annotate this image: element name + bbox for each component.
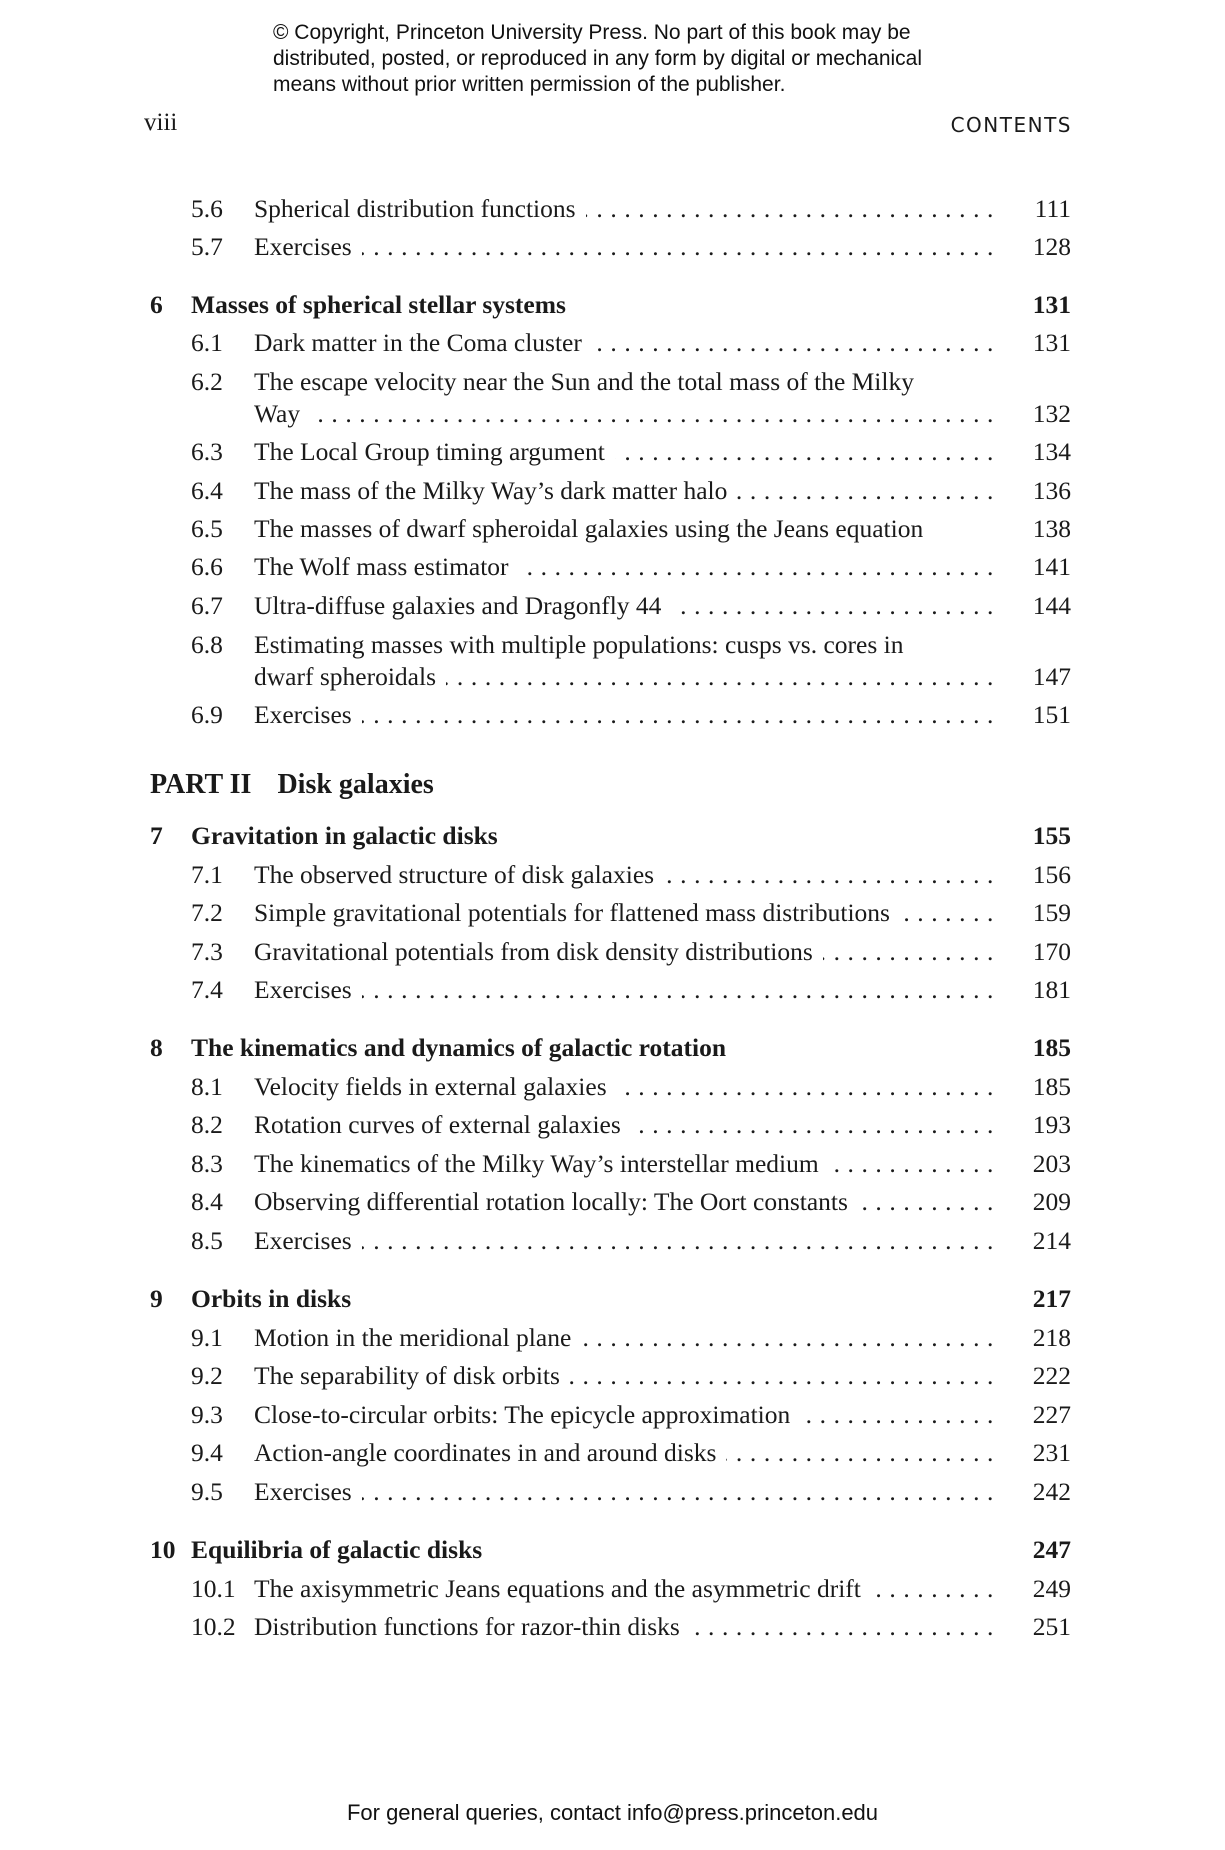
toc-entry[interactable]	[0, 1609, 1225, 1645]
section-number: 6.1	[191, 328, 223, 357]
toc-entry[interactable]	[0, 1107, 1225, 1143]
toc-entry[interactable]	[0, 627, 1225, 663]
toc-entry-continuation[interactable]	[0, 396, 1225, 432]
page-number: 156	[1032, 860, 1071, 889]
chapter-entry[interactable]	[0, 1281, 1225, 1317]
toc-entry[interactable]	[0, 895, 1225, 931]
toc-entry[interactable]	[0, 934, 1225, 970]
toc-entry[interactable]	[0, 325, 1225, 361]
section-number: 6.9	[191, 700, 223, 729]
toc-entry[interactable]	[0, 229, 1225, 265]
section-number: 6.7	[191, 591, 223, 620]
running-head: CONTENTS	[950, 113, 1072, 137]
chapter-entry[interactable]	[0, 1532, 1225, 1568]
section-title: Dark matter in the Coma cluster	[254, 328, 592, 357]
section-title: The masses of dwarf spheroidal galaxies using the Jeans equation	[254, 514, 933, 543]
section-number: 5.6	[191, 194, 223, 223]
chapter-title: Gravitation in galactic disks	[191, 821, 498, 850]
section-number: 9.2	[191, 1361, 223, 1390]
toc-entry[interactable]	[0, 1320, 1225, 1356]
section-number: 8.5	[191, 1226, 223, 1255]
section-title: Velocity fields in external galaxies	[254, 1072, 617, 1101]
section-number: 9.3	[191, 1400, 223, 1429]
section-title: Distribution functions for razor-thin disks	[254, 1612, 690, 1641]
chapter-page: 247	[1032, 1535, 1071, 1564]
part-heading[interactable]	[150, 767, 434, 803]
section-title: Rotation curves of external galaxies	[254, 1110, 631, 1139]
section-title: The Wolf mass estimator	[254, 552, 519, 581]
section-title: Spherical distribution functions	[254, 194, 586, 223]
chapter-entry[interactable]	[0, 1030, 1225, 1066]
section-number: 8.2	[191, 1110, 223, 1139]
section-number: 6.6	[191, 552, 223, 581]
section-number: 10.1	[191, 1574, 236, 1603]
section-title: The kinematics of the Milky Way’s interstellar medium	[254, 1149, 829, 1178]
section-title: Estimating masses with multiple populations: cusps vs. cores in	[254, 630, 914, 659]
section-title: The mass of the Milky Way’s dark matter halo	[254, 476, 737, 505]
section-title: The escape velocity near the Sun and the total mass of the Milky	[254, 367, 924, 396]
section-title: Observing differential rotation locally: The Oort constants	[254, 1187, 858, 1216]
toc-entry[interactable]	[0, 697, 1225, 733]
footer-contact: For general queries, contact info@press.princeton.edu	[346, 1800, 879, 1825]
toc-entry[interactable]	[0, 588, 1225, 624]
page-number: 151	[1032, 700, 1071, 729]
section-number: 10.2	[191, 1612, 236, 1641]
page-number: 203	[1032, 1149, 1071, 1178]
toc-entry[interactable]	[0, 1397, 1225, 1433]
section-number: 7.3	[191, 937, 223, 966]
toc-entry[interactable]	[0, 1474, 1225, 1510]
chapter-number: 7	[150, 821, 163, 850]
chapter-number: 10	[150, 1535, 176, 1564]
copyright-line: means without prior written permission of the publisher.	[273, 73, 786, 96]
chapter-entry[interactable]	[0, 287, 1225, 323]
page-number: 185	[1032, 1072, 1071, 1101]
page-number: 141	[1032, 552, 1071, 581]
chapter-number: 9	[150, 1284, 163, 1313]
toc-entry[interactable]	[0, 857, 1225, 893]
copyright-line: distributed, posted, or reproduced in any form by digital or mechanical	[273, 47, 923, 70]
section-number: 6.2	[191, 367, 223, 396]
page-number: 144	[1032, 591, 1071, 620]
chapter-page: 131	[1032, 290, 1071, 319]
toc-entry[interactable]	[0, 191, 1225, 227]
section-number: 9.4	[191, 1438, 223, 1467]
toc-entry[interactable]	[0, 1223, 1225, 1259]
section-title: The Local Group timing argument	[254, 437, 615, 466]
page-number: 134	[1032, 437, 1071, 466]
page-number: 159	[1032, 898, 1071, 927]
section-number: 9.5	[191, 1477, 223, 1506]
section-title: Gravitational potentials from disk density distributions	[254, 937, 823, 966]
chapter-page: 217	[1032, 1284, 1071, 1313]
page-number: 131	[1032, 328, 1071, 357]
chapter-page: 185	[1032, 1033, 1071, 1062]
copyright-line: © Copyright, Princeton University Press. No part of this book may be	[273, 21, 911, 44]
section-title: The separability of disk orbits	[254, 1361, 570, 1390]
section-number: 7.4	[191, 975, 223, 1004]
page-number: 251	[1032, 1612, 1071, 1641]
section-title: Ultra-diffuse galaxies and Dragonfly 44	[254, 591, 671, 620]
page-number: 242	[1032, 1477, 1071, 1506]
page-number: 231	[1032, 1438, 1071, 1467]
chapter-title: Orbits in disks	[191, 1284, 352, 1313]
page-number: 147	[1032, 662, 1071, 691]
toc-entry[interactable]	[0, 511, 1225, 547]
toc-entry[interactable]	[0, 364, 1225, 400]
page-number: 209	[1032, 1187, 1071, 1216]
page-number: 193	[1032, 1110, 1071, 1139]
section-number: 5.7	[191, 232, 223, 261]
toc-entry[interactable]	[0, 473, 1225, 509]
section-title-continued: dwarf spheroidals	[254, 662, 446, 691]
chapter-title: The kinematics and dynamics of galactic rotation	[191, 1033, 727, 1062]
part-title: Disk galaxies	[277, 769, 434, 800]
page-number: 111	[1034, 194, 1071, 223]
section-title: Close-to-circular orbits: The epicycle approximation	[254, 1400, 800, 1429]
toc-entry[interactable]	[0, 972, 1225, 1008]
page-number: 222	[1032, 1361, 1071, 1390]
section-number: 6.5	[191, 514, 223, 543]
section-title: The observed structure of disk galaxies	[254, 860, 664, 889]
page-number: 249	[1032, 1574, 1071, 1603]
page-number: 218	[1032, 1323, 1071, 1352]
section-number: 6.3	[191, 437, 223, 466]
chapter-number: 6	[150, 290, 163, 319]
section-title: Action-angle coordinates in and around disks	[254, 1438, 726, 1467]
section-title-continued: Way	[254, 399, 310, 428]
section-number: 9.1	[191, 1323, 223, 1352]
chapter-number: 8	[150, 1033, 163, 1062]
part-label: PART II	[150, 769, 252, 800]
section-number: 7.1	[191, 860, 223, 889]
page-number: 227	[1032, 1400, 1071, 1429]
chapter-title: Masses of spherical stellar systems	[191, 290, 566, 319]
toc-entry[interactable]	[0, 434, 1225, 470]
chapter-title: Equilibria of galactic disks	[191, 1535, 483, 1564]
page-number: 132	[1032, 399, 1071, 428]
toc-entry[interactable]	[0, 1435, 1225, 1471]
toc-entry[interactable]	[0, 1069, 1225, 1105]
toc-entry[interactable]	[0, 1146, 1225, 1182]
toc-entry[interactable]	[0, 1184, 1225, 1220]
toc-entry[interactable]	[0, 1571, 1225, 1607]
page-number: 181	[1032, 975, 1071, 1004]
chapter-entry[interactable]	[0, 818, 1225, 854]
section-number: 7.2	[191, 898, 223, 927]
section-title: Exercises	[254, 232, 362, 261]
section-number: 8.4	[191, 1187, 223, 1216]
section-number: 8.1	[191, 1072, 223, 1101]
section-number: 6.8	[191, 630, 223, 659]
section-title: The axisymmetric Jeans equations and the asymmetric drift	[254, 1574, 871, 1603]
section-title: Exercises	[254, 1477, 362, 1506]
page-number: 138	[1032, 514, 1071, 543]
section-title: Exercises	[254, 700, 362, 729]
section-title: Simple gravitational potentials for flattened mass distributions	[254, 898, 900, 927]
section-title: Exercises	[254, 1226, 362, 1255]
page-number: 128	[1032, 232, 1071, 261]
page-number: 170	[1032, 937, 1071, 966]
section-number: 6.4	[191, 476, 223, 505]
page-number: 136	[1032, 476, 1071, 505]
section-title: Motion in the meridional plane	[254, 1323, 581, 1352]
chapter-page: 155	[1032, 821, 1071, 850]
toc-entry[interactable]	[0, 1358, 1225, 1394]
page-number: 214	[1032, 1226, 1071, 1255]
toc-entry-continuation[interactable]	[0, 659, 1225, 695]
section-title: Exercises	[254, 975, 362, 1004]
section-number: 8.3	[191, 1149, 223, 1178]
toc-entry[interactable]	[0, 549, 1225, 585]
page-folio: viii	[144, 109, 178, 136]
